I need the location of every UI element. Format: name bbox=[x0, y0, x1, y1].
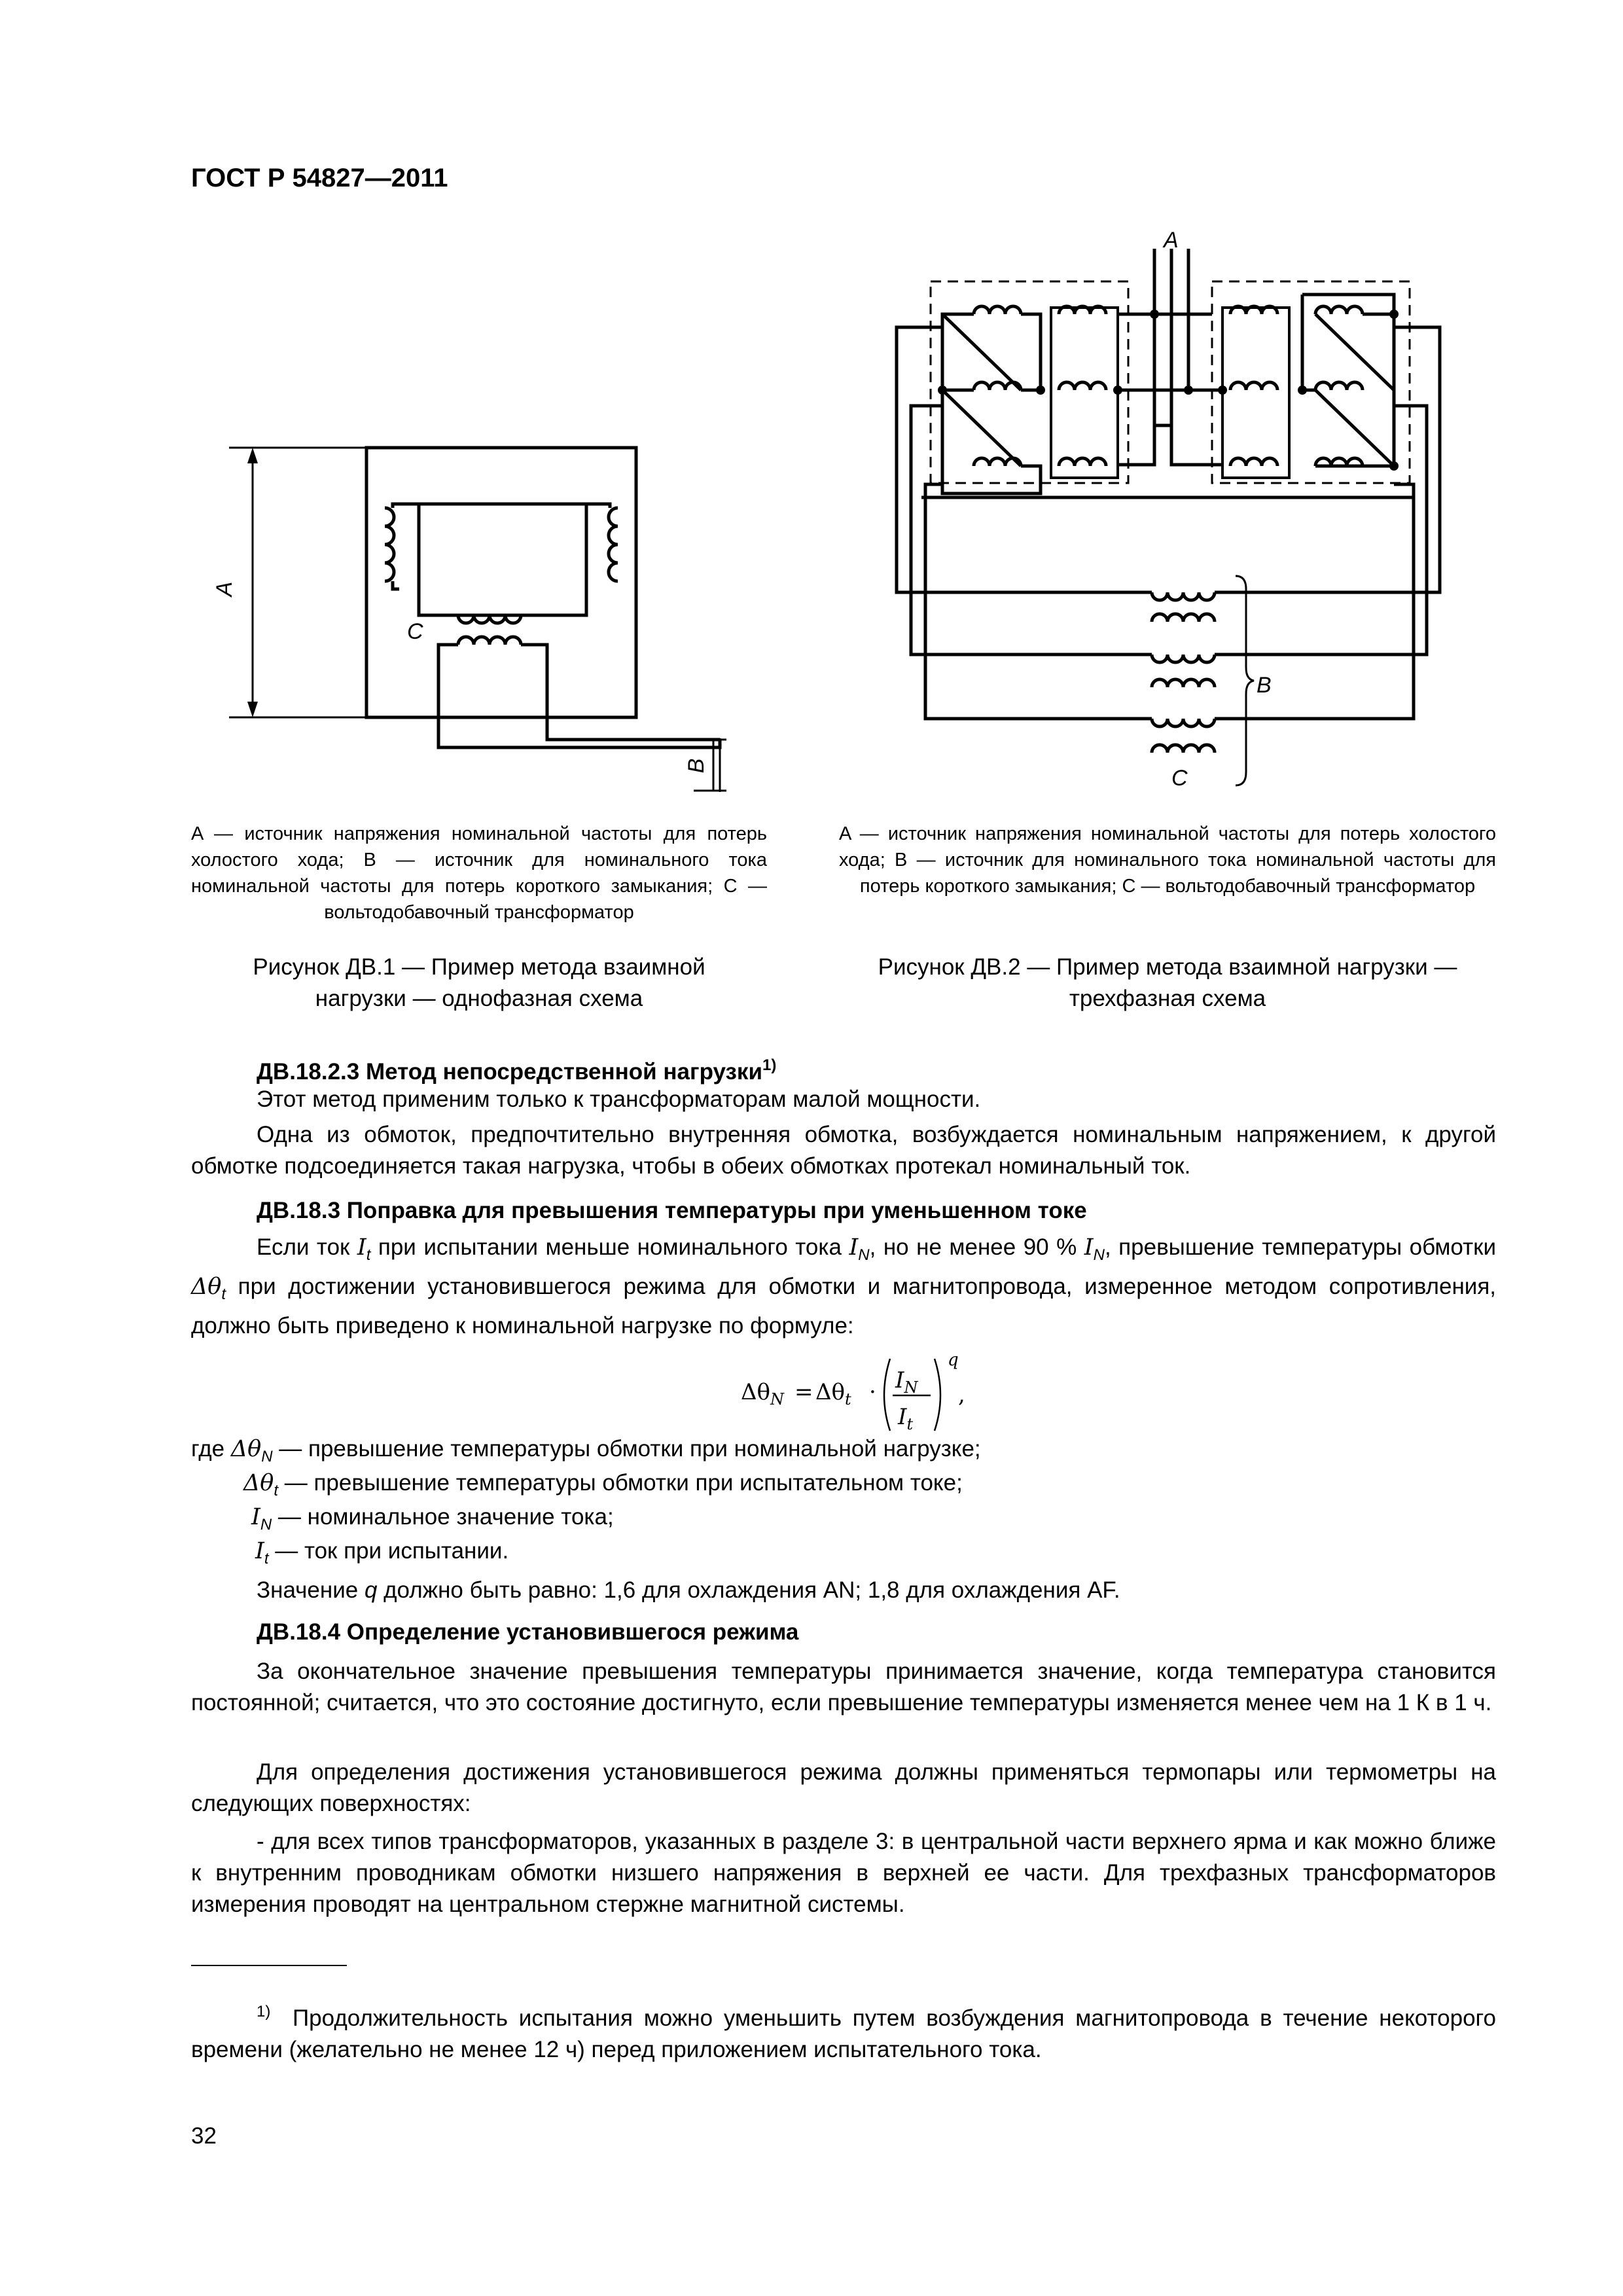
definition-1: где $\Delta\theta_N$ — превышение температуры обмотки при номинальной нагрузке; bbox=[191, 1436, 981, 1465]
figure2-label-c: C bbox=[1171, 766, 1188, 791]
figure1-label-b: B bbox=[684, 758, 709, 774]
page-number: 32 bbox=[191, 2123, 217, 2149]
definition-3: $I_N$ — номинальное значение тока; bbox=[251, 1504, 614, 1534]
svg-text:,: , bbox=[958, 1382, 965, 1408]
section-18-3-p1: Если ток $I_t$ при испытании меньше номинального тока $I_N$, но не менее 90 % $I_N$, превышение температуры обмотки $\Delta\theta_t$ при достижении установившегося режима для обмотки и магнитопровода, измеренное методом сопротивления, должно быть приведено к номинальной нагрузке по формуле: bbox=[191, 1234, 1496, 1338]
figures-drawing bbox=[0, 0, 1623, 825]
definition-2: $\Delta\theta_t$ — превышение температуры обмотки при испытательном токе; bbox=[243, 1470, 963, 1499]
figure1-label-c: C bbox=[407, 619, 423, 644]
figure1-diagram bbox=[229, 448, 726, 792]
figure2-diagram bbox=[897, 249, 1440, 785]
section-18-4-p3: - для всех типов трансформаторов, указанных в разделе 3: в центральной части верхнего ярма и как можно ближе к внутренним проводникам обмотки низшего напряжения в верхней ее части. Для трехфазных трансформаторов измерения проводят на центральном стержне магнитной системы. bbox=[191, 1829, 1496, 1917]
svg-text:IN: $I_N$ bbox=[895, 1367, 918, 1397]
figure1-caption: Рисунок ДВ.1 — Пример метода взаимной нагрузки — однофазная схема bbox=[253, 954, 705, 1011]
section-18-3-q-value: Значение q должно быть равно: 1,6 для охлаждения AN; 1,8 для охлаждения AF. bbox=[257, 1577, 1120, 1603]
section-18-4-title: ДВ.18.4 Определение установившегося режима bbox=[257, 1619, 799, 1645]
figure2-caption: Рисунок ДВ.2 — Пример метода взаимной нагрузки — трехфазная схема bbox=[878, 954, 1457, 1011]
svg-text:ΔθN: $\Delta\theta_N$ bbox=[741, 1379, 785, 1408]
formula bbox=[740, 1347, 975, 1432]
section-18-4-p2: Для определения достижения установившегося режима должны применяться термопары или термометры на следующих поверхностях: bbox=[191, 1759, 1496, 1816]
section-18-2-3-p2: Одна из обмоток, предпочтительно внутренняя обмотка, возбуждается номинальным напряжением, к другой обмотке подсоединяется такая нагрузка, чтобы в обеих обмотках протекал номинальный ток. bbox=[191, 1122, 1496, 1179]
definition-4: $I_t$ — ток при испытании. bbox=[255, 1538, 509, 1568]
figure2-label-a: A bbox=[1164, 228, 1179, 253]
svg-text:q: q bbox=[948, 1350, 959, 1370]
figure1-label-a: A bbox=[212, 581, 237, 597]
figure2-label-b: B bbox=[1257, 673, 1272, 698]
svg-text:Δθt: $\Delta\theta_t$ bbox=[815, 1379, 851, 1408]
figure1-legend: A — источник напряжения номинальной частоты для потерь холостого хода; B — источник для номинального тока номинальной частоты для потерь короткого замыкания; C — вольтодобавочный трансформатор bbox=[191, 823, 767, 923]
footnote: $^{1)}$ Продолжительность испытания можно уменьшить путем возбуждения магнитопровода в течение некоторого времени (желательно не менее 12 ч) перед приложением испытательного тока. bbox=[191, 2003, 1496, 2062]
figure2-legend: A — источник напряжения номинальной частоты для потерь холостого хода; B — источник для номинального тока номинальной частоты для потерь короткого замыкания; C — вольтодобавочный трансформатор bbox=[839, 823, 1496, 897]
footnote-rule bbox=[191, 1965, 347, 1966]
svg-text:It: $I_t$ bbox=[898, 1404, 914, 1432]
section-18-2-3-title: ДВ.18.2.3 Метод непосредственной нагрузки$^{1)}$ bbox=[257, 1056, 777, 1085]
section-18-3-title: ДВ.18.3 Поправка для превышения температуры при уменьшенном токе bbox=[257, 1198, 1087, 1223]
section-18-2-3-p1: Этот метод применим только к трансформаторам малой мощности. bbox=[257, 1086, 981, 1112]
document-id: ГОСТ Р 54827—2011 bbox=[191, 164, 448, 192]
svg-text:=: = bbox=[794, 1379, 813, 1405]
section-18-4-p1: За окончательное значение превышения температуры принимается значение, когда температура становится постоянной; считается, что это состояние достигнуто, если превышение температуры изменяется менее чем на 1 К в 1 ч. bbox=[191, 1659, 1496, 1715]
svg-text:·: · bbox=[869, 1379, 876, 1405]
